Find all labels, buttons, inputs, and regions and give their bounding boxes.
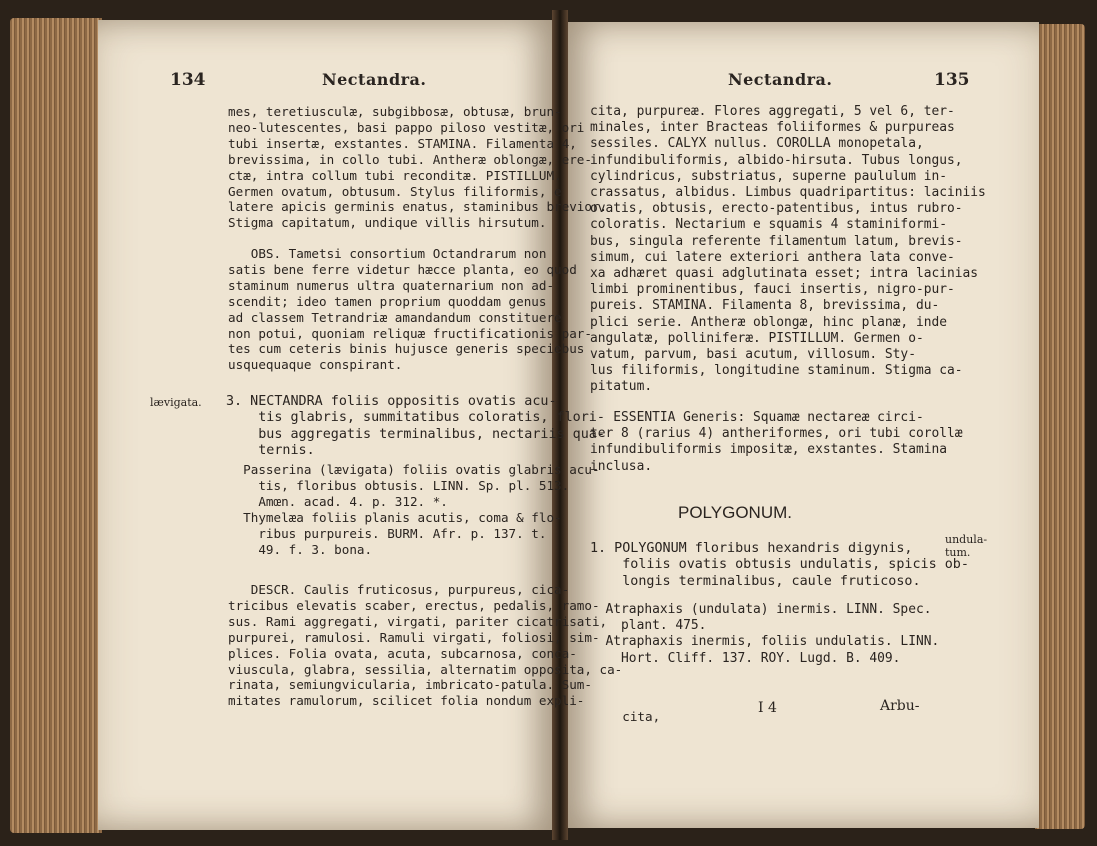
left-text-block-3: 3. NECTANDRA foliis oppositis ovatis acu- tis glabris, summitatibus coloratis, flori- bus aggregatis terminalibus, nectariis qua- ternis. [226, 394, 605, 459]
page-edges-right [1035, 24, 1085, 829]
right-text-block-4: Atraphaxis (undulata) inermis. LINN. Spec. plant. 475. Atraphaxis inermis, foliis undulatis. LINN. Hort. Cliff. 137. ROY. Lugd. B. 409. [605, 602, 940, 666]
left-running-head: Nectandra. [322, 70, 427, 89]
page-edges-left [10, 18, 102, 833]
left-page-number: 134 [170, 70, 206, 90]
left-text-block-2: OBS. Tametsi consortium Octandrarum non satis bene ferre videtur hæcce planta, eo quod staminum numerus ultra quaternarium non ad- scendit; ideo tamen proprium quoddam genus ad classem Tetrandriæ amandandum constituere non potui, quoniam reliquæ fructificationis par- tes cum ceteris binis hujusce generis speciebus usquequaque conspirant. [228, 246, 592, 373]
right-running-head: Nectandra. [728, 70, 833, 89]
catchword: Arbu- [880, 698, 920, 714]
right-page-number: 135 [934, 70, 970, 90]
signature-mark: I 4 [758, 700, 777, 716]
right-margin-label: undula- tum. [945, 533, 988, 559]
right-text-block-1: cita, purpureæ. Flores aggregati, 5 vel 6, ter- minales, inter Bracteas foliiformes & purpureas sessiles. CALYX nullus. COROLLA monopetala, infundibuliformis, albido-hirsuta. Tubus longus, cylindricus, substriatus, superne paululum in- crassatus, albidus. Limbus quadripartitus: laciniis ovatis, obtusis, erecto-patentibus, intus rubro- coloratis. Nectarium e squamis 4 staminiformi- bus, singula referente filamentum latum, brevis- simum, cui latere exteriori anthera lata conve- xa adhæret quasi adglutinata esset; intra lacinias limbi prominentibus, fauci insertis, nigro-pur- pureis. STAMINA. Filamenta 8, brevissima, du- plici serie. Antheræ oblongæ, hinc planæ, inde angulatæ, polliniferæ. PISTILLUM. Germen o- vatum, parvum, basi acutum, villosum. Sty- lus filiformis, longitudine staminum. Stigma ca- pitatum. [590, 104, 986, 395]
left-text-block-5: DESCR. Caulis fruticosus, purpureus, cica- tricibus elevatis scaber, erectus, pedalis, ramo- sus. Rami aggregati, virgati, pariter cicatrisati, purpurei, ramulosi. Ramuli virgati, foliosi, sim- plices. Folia ovata, acuta, subcarnosa, conca- viuscula, glabra, sessilia, alternatim opposita, ca- rinata, semiungvicularia, imbricato-patula. Sum- mitates ramulorum, scilicet folia nondum expli- cita, [228, 582, 661, 725]
left-text-block-1: mes, teretiusculæ, subgibbosæ, obtusæ, brun- neo-lutescentes, basi pappo piloso vestitæ, ori tubi insertæ, exstantes. STAMINA. Filamenta 4, brevissima, in collo tubi. Antheræ oblongæ, ere- ctæ, intra collum tubi reconditæ. PISTILLUM. Germen ovatum, obtusum. Stylus filiformis, e latere apicis germinis enatus, staminibus brevior. Stigma capitatum, undique villis hirsutum. [228, 104, 608, 231]
left-text-block-4: Passerina (lævigata) foliis ovatis glabris acu- tis, floribus obtusis. LINN. Sp. pl. 513. Amœn. acad. 4. p. 312. *. Thymelæa foliis planis acutis, coma & flo- ribus purpureis. BURM. Afr. p. 137. t. 49. f. 3. bona. [243, 462, 600, 557]
left-margin-label: lævigata. [150, 396, 202, 409]
right-text-block-3: 1. POLYGONUM floribus hexandris digynis, foliis ovatis obtusis undulatis, spicis ob- longis terminalibus, caule fruticoso. [590, 541, 969, 589]
section-heading: POLYGONUM. [678, 503, 792, 522]
right-text-block-2: ESSENTIA Generis: Squamæ nectareæ circi- ter 8 (rarius 4) antheriformes, ori tubi corollæ infundibuliformis impositæ, exstantes. Stamina inclusa. [590, 410, 963, 474]
